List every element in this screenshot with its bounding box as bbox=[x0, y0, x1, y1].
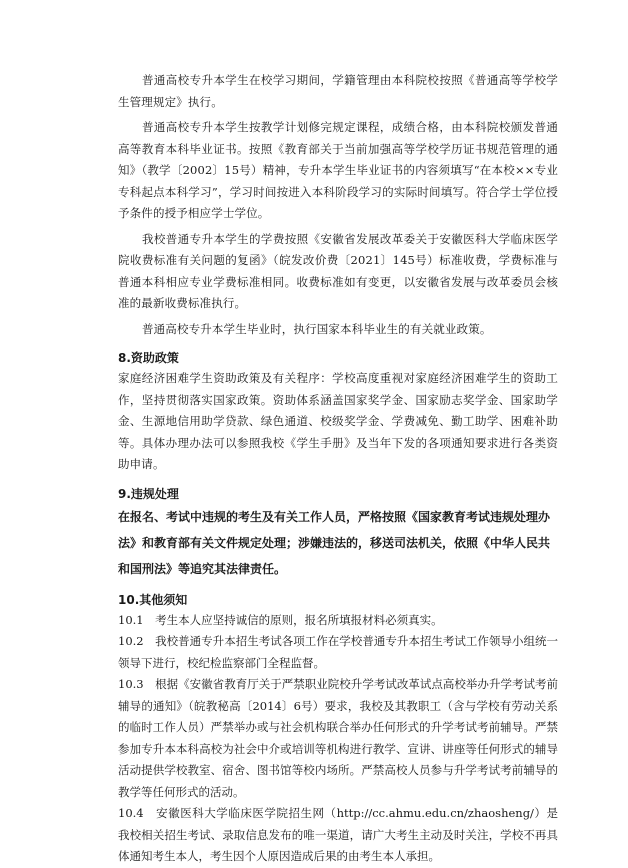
paragraph-tuition: 我校普通专升本学生的学费按照《安徽省发展改革委关于安徽医科大学临床医学院收费标准有关问题的复函》（皖发改价费〔2021〕145号）标准收费，学费标准与普通本科相应专业学费标准相同。收费标准如有变更，以安徽省发展与改革委员会核准的最新收费标准执行。 bbox=[118, 231, 558, 310]
paragraph-employment: 普通高校专升本学生毕业时，执行国家本科毕业生的有关就业政策。 bbox=[142, 321, 492, 336]
section-10-item: 10.2 我校普通专升本招生考试各项工作在学校普通专升本招生考试工作领导小组统一领导下进行，校纪检监察部门全程监督。 bbox=[118, 634, 558, 670]
section-9-body: 在报名、考试中违规的考生及有关工作人员，严格按照《国家教育考试违规处理办法》和教育部有关文件规定处理；涉嫌违法的，移送司法机关，依照《中华人民共和国刑法》等追究其法律责任。 bbox=[118, 509, 551, 576]
section-10-heading: 10.其他须知 bbox=[118, 592, 188, 607]
section-10-item: 10.3 根据《安徽省教育厅关于严禁职业院校升学考试改革试点高校举办升学考试考前辅导的通知》（皖教秘高〔2014〕6号）要求，我校及其教职工（含与学校有劳动关系的临时工作人员）严禁举办或与社会机构联合举办任何形式的升学考试考前辅导。严禁参加专升本本科高校为社会中介或培训等机构进行教学、宣讲、讲座等任何形式的辅导活动提供学校教室、宿舍、图书馆等校内场所。严禁高校人员参与升学考试考前辅导的教学等任何形式的活动。 bbox=[118, 677, 558, 799]
paragraph-diploma: 普通高校专升本学生按教学计划修完规定课程，成绩合格，由本科院校颁发普通高等教育本科毕业证书。按照《教育部关于当前加强高等学校学历证书规范管理的通知》（教学〔2002〕15号）精神，专升本学生毕业证书的内容须填写“在本校××专业专科起点本科学习”，学习时间按进入本科阶段学习的实际时间填写。符合学士学位授予条件的授予相应学士学位。 bbox=[118, 120, 558, 220]
section-10-item: 10.4 安徽医科大学临床医学院招生网（http://cc.ahmu.edu.cn/zhaosheng/）是我校相关招生考试、录取信息发布的唯一渠道，请广大考生主动及时关注，学校不再具体通知考生本人，考生因个人原因造成后果的由考生本人承担。 bbox=[118, 806, 558, 863]
paragraph-student-status: 普通高校专升本学生在校学习期间，学籍管理由本科院校按照《普通高等学校学生管理规定》执行。 bbox=[118, 73, 558, 109]
section-9-heading: 9.违规处理 bbox=[118, 486, 179, 501]
section-10-item: 10.1 考生本人应坚持诚信的原则，报名所填报材料必须真实。 bbox=[118, 612, 443, 627]
section-8-heading: 8.资助政策 bbox=[118, 351, 179, 365]
section-8-body: 家庭经济困难学生资助政策及有关程序：学校高度重视对家庭经济困难学生的资助工作，坚持贯彻落实国家政策。资助体系涵盖国家奖学金、国家励志奖学金、国家助学金、生源地信用助学贷款、绿色通道、校级奖学金、学费减免、勤工助学、困难补助等。具体办理办法可以参照我校《学生手册》及当年下发的各项通知要求进行各类资助申请。 bbox=[118, 371, 558, 471]
